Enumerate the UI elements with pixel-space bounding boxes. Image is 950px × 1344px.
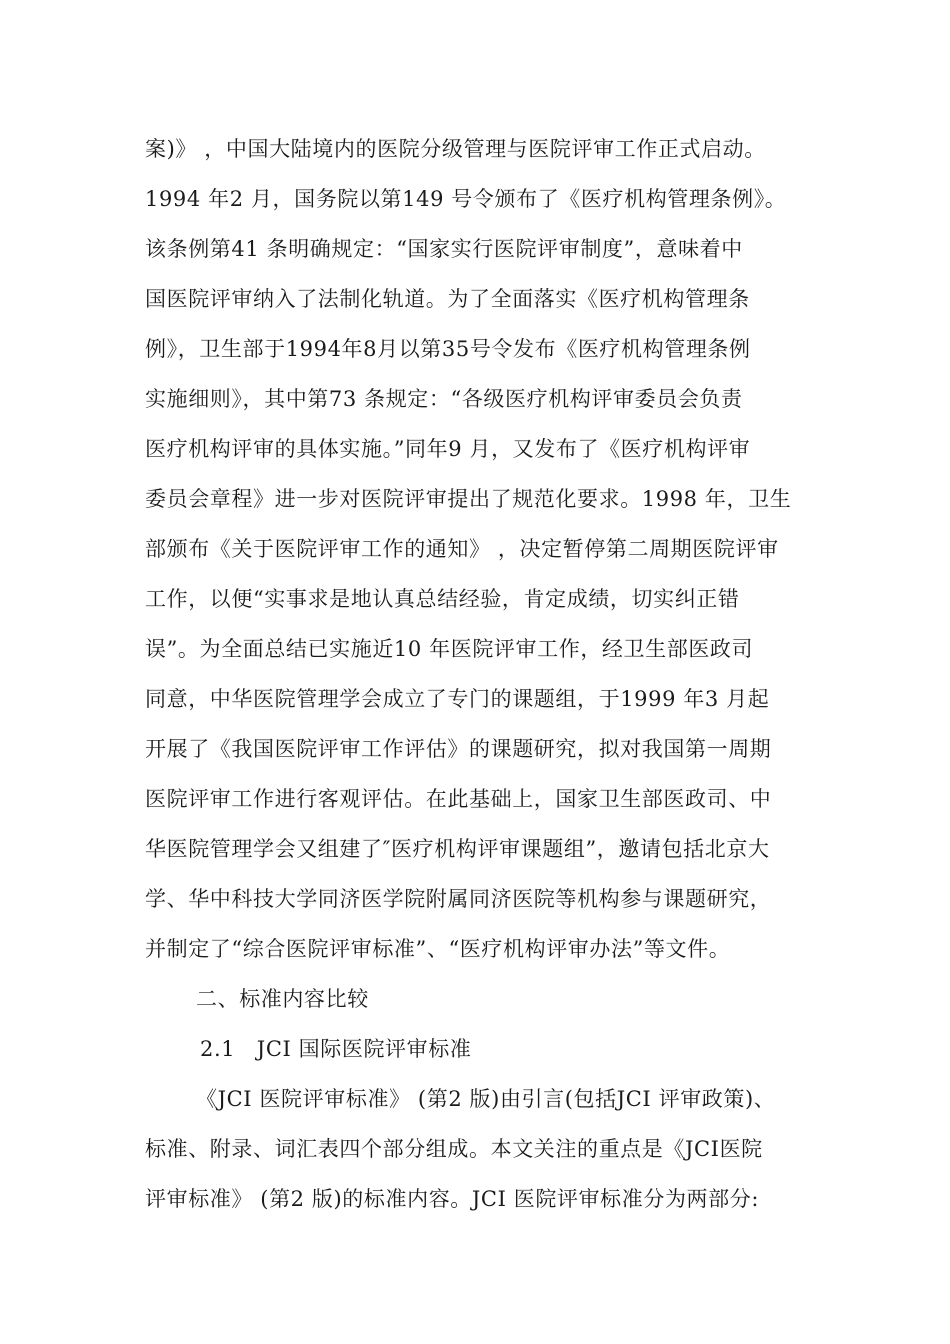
text-line: 医疗机构评审的具体实施。”同年9 月，又发布了《医疗机构评审 (145, 437, 751, 461)
text-line: 标准、附录、词汇表四个部分组成。本文关注的重点是《JCI医院 (145, 1137, 763, 1161)
text-line: 例》，卫生部于1994年8月以第35号令发布《医疗机构管理条例 (145, 337, 751, 361)
text-line: 案)》 ，中国大陆境内的医院分级管理与医院评审工作正式启动。 (145, 137, 766, 161)
text-line: 该条例第41 条明确规定：“国家实行医院评审制度”，意味着中 (145, 237, 743, 261)
text-line: 工作，以便“实事求是地认真总结经验，肯定成绩，切实纠正错 (145, 587, 740, 611)
text-line: 1994 年2 月，国务院以第149 号令颁布了《医疗机构管理条例》。 (145, 187, 787, 211)
section-heading: 二、标准内容比较 (196, 987, 369, 1011)
text-line: 评审标准》 (第2 版)的标准内容。JCI 医院评审标准分为两部分: (145, 1187, 760, 1211)
text-line: 实施细则》，其中第73 条规定：“各级医疗机构评审委员会负责 (145, 387, 743, 411)
text-line: 委员会章程》进一步对医院评审提出了规范化要求。1998 年，卫生 (145, 487, 792, 511)
text-line: 国医院评审纳入了法制化轨道。为了全面落实《医疗机构管理条 (145, 287, 750, 311)
text-line: 华医院管理学会又组建了″医疗机构评审课题组”，邀请包括北京大 (145, 837, 770, 861)
text-line: 医院评审工作进行客观评估。在此基础上，国家卫生部医政司、中 (145, 787, 772, 811)
text-line: 《JCI 医院评审标准》 (第2 版)由引言(包括JCI 评审政策)、 (196, 1087, 776, 1111)
subsection-heading: 2.1 JCI 国际医院评审标准 (200, 1037, 472, 1061)
text-line: 并制定了“综合医院评审标准”、“医疗机构评审办法”等文件。 (145, 937, 731, 961)
text-line: 部颁布《关于医院评审工作的通知》 ，决定暂停第二周期医院评审 (145, 537, 779, 561)
text-line: 学、华中科技大学同济医学院附属同济医院等机构参与课题研究， (145, 887, 772, 911)
text-line: 同意，中华医院管理学会成立了专门的课题组，于1999 年3 月起 (145, 687, 770, 711)
text-line: 误”。为全面总结已实施近10 年医院评审工作，经卫生部医政司 (145, 637, 754, 661)
text-line: 开展了《我国医院评审工作评估》的课题研究，拟对我国第一周期 (145, 737, 772, 761)
